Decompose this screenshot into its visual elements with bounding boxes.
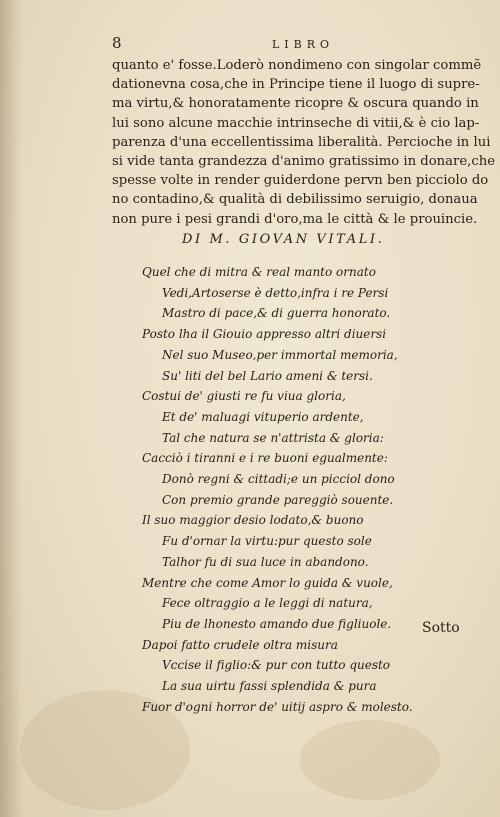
poem-verse: Fu d'ornar la virtu:pur questo sole	[162, 534, 372, 549]
prose-line: si vide tanta grandezza d'animo gratissimo in donare,che	[112, 154, 496, 170]
prose-line: ma virtu,& honoratamente ricopre & oscura quando in	[112, 96, 479, 112]
prose-line: lui sono alcune macchie intrinseche di vitii,& è cio lap-	[112, 115, 480, 131]
poem-verse: Talhor fu di sua luce in abandono.	[162, 554, 369, 569]
poem-verse: Con premio grande pareggiò souente.	[162, 492, 394, 507]
prose-line: parenza d'una eccellentissima liberalità. Percioche in lui	[112, 134, 491, 150]
page-number: 8	[112, 34, 122, 52]
prose-line: quanto e' fosse.Loderò nondimeno con singolar commẽ	[112, 58, 482, 73]
poem-verse: Donò regni & cittadi;e un picciol dono	[162, 472, 395, 487]
poem-heading: DI M. GIOVAN VITALI.	[182, 232, 385, 247]
poem-verse: Mentre che come Amor lo guida & vuole,	[142, 575, 393, 590]
catchword: Sotto	[422, 620, 460, 636]
poem-verse: Nel suo Museo,per immortal memoria,	[162, 347, 398, 362]
poem	[142, 262, 452, 717]
poem-verse: Posto lha il Giouio appresso altri diuersi	[142, 327, 387, 342]
poem-verse: La sua uirtu fassi splendida & pura	[162, 679, 377, 694]
prose-line: dationevna cosa,che in Principe tiene il luogo di supre-	[112, 77, 480, 93]
prose-line: non pure i pesi grandi d'oro,ma le città & le prouincie.	[112, 211, 478, 227]
poem-verse: Cacciò i tiranni e i re buoni egualmente:	[142, 451, 388, 466]
poem-verse: Su' liti del bel Lario ameni & tersi.	[162, 368, 373, 383]
gutter-shadow	[0, 0, 22, 817]
poem-verse: Il suo maggior desio lodato,& buono	[142, 513, 364, 528]
prose-line: spesse volte in render guiderdone pervn ben picciolo do	[112, 173, 489, 189]
poem-verse: Tal che natura se n'attrista & gloria:	[162, 430, 384, 445]
poem-verse: Fuor d'ogni horror de' uitij aspro & molesto.	[142, 699, 413, 714]
poem-verse: Quel che di mitra & real manto ornato	[142, 265, 376, 279]
prose-line: no contadino,& qualità di debilissimo seruigio, donaua	[112, 192, 478, 208]
poem-verse: Mastro di pace,& di guerra honorato.	[162, 306, 391, 321]
poem-verse: Vedi,Artoserse è detto,infra i re Persi	[162, 285, 389, 300]
running-head: LIBRO	[272, 38, 335, 51]
prose-paragraph	[112, 56, 496, 229]
poem-verse: Fece oltraggio a le leggi di natura,	[162, 596, 373, 611]
poem-verse: Piu de lhonesto amando due figliuole.	[162, 616, 392, 631]
poem-verse: Et de' maluagi vituperio ardente,	[162, 409, 364, 424]
paper-stain	[300, 720, 440, 800]
poem-verse: Vccise il figlio:& pur con tutto questo	[162, 658, 391, 673]
poem-verse: Dapoi fatto crudele oltra misura	[142, 637, 338, 652]
poem-verse: Costui de' giusti re fu viua gloria,	[142, 389, 346, 404]
